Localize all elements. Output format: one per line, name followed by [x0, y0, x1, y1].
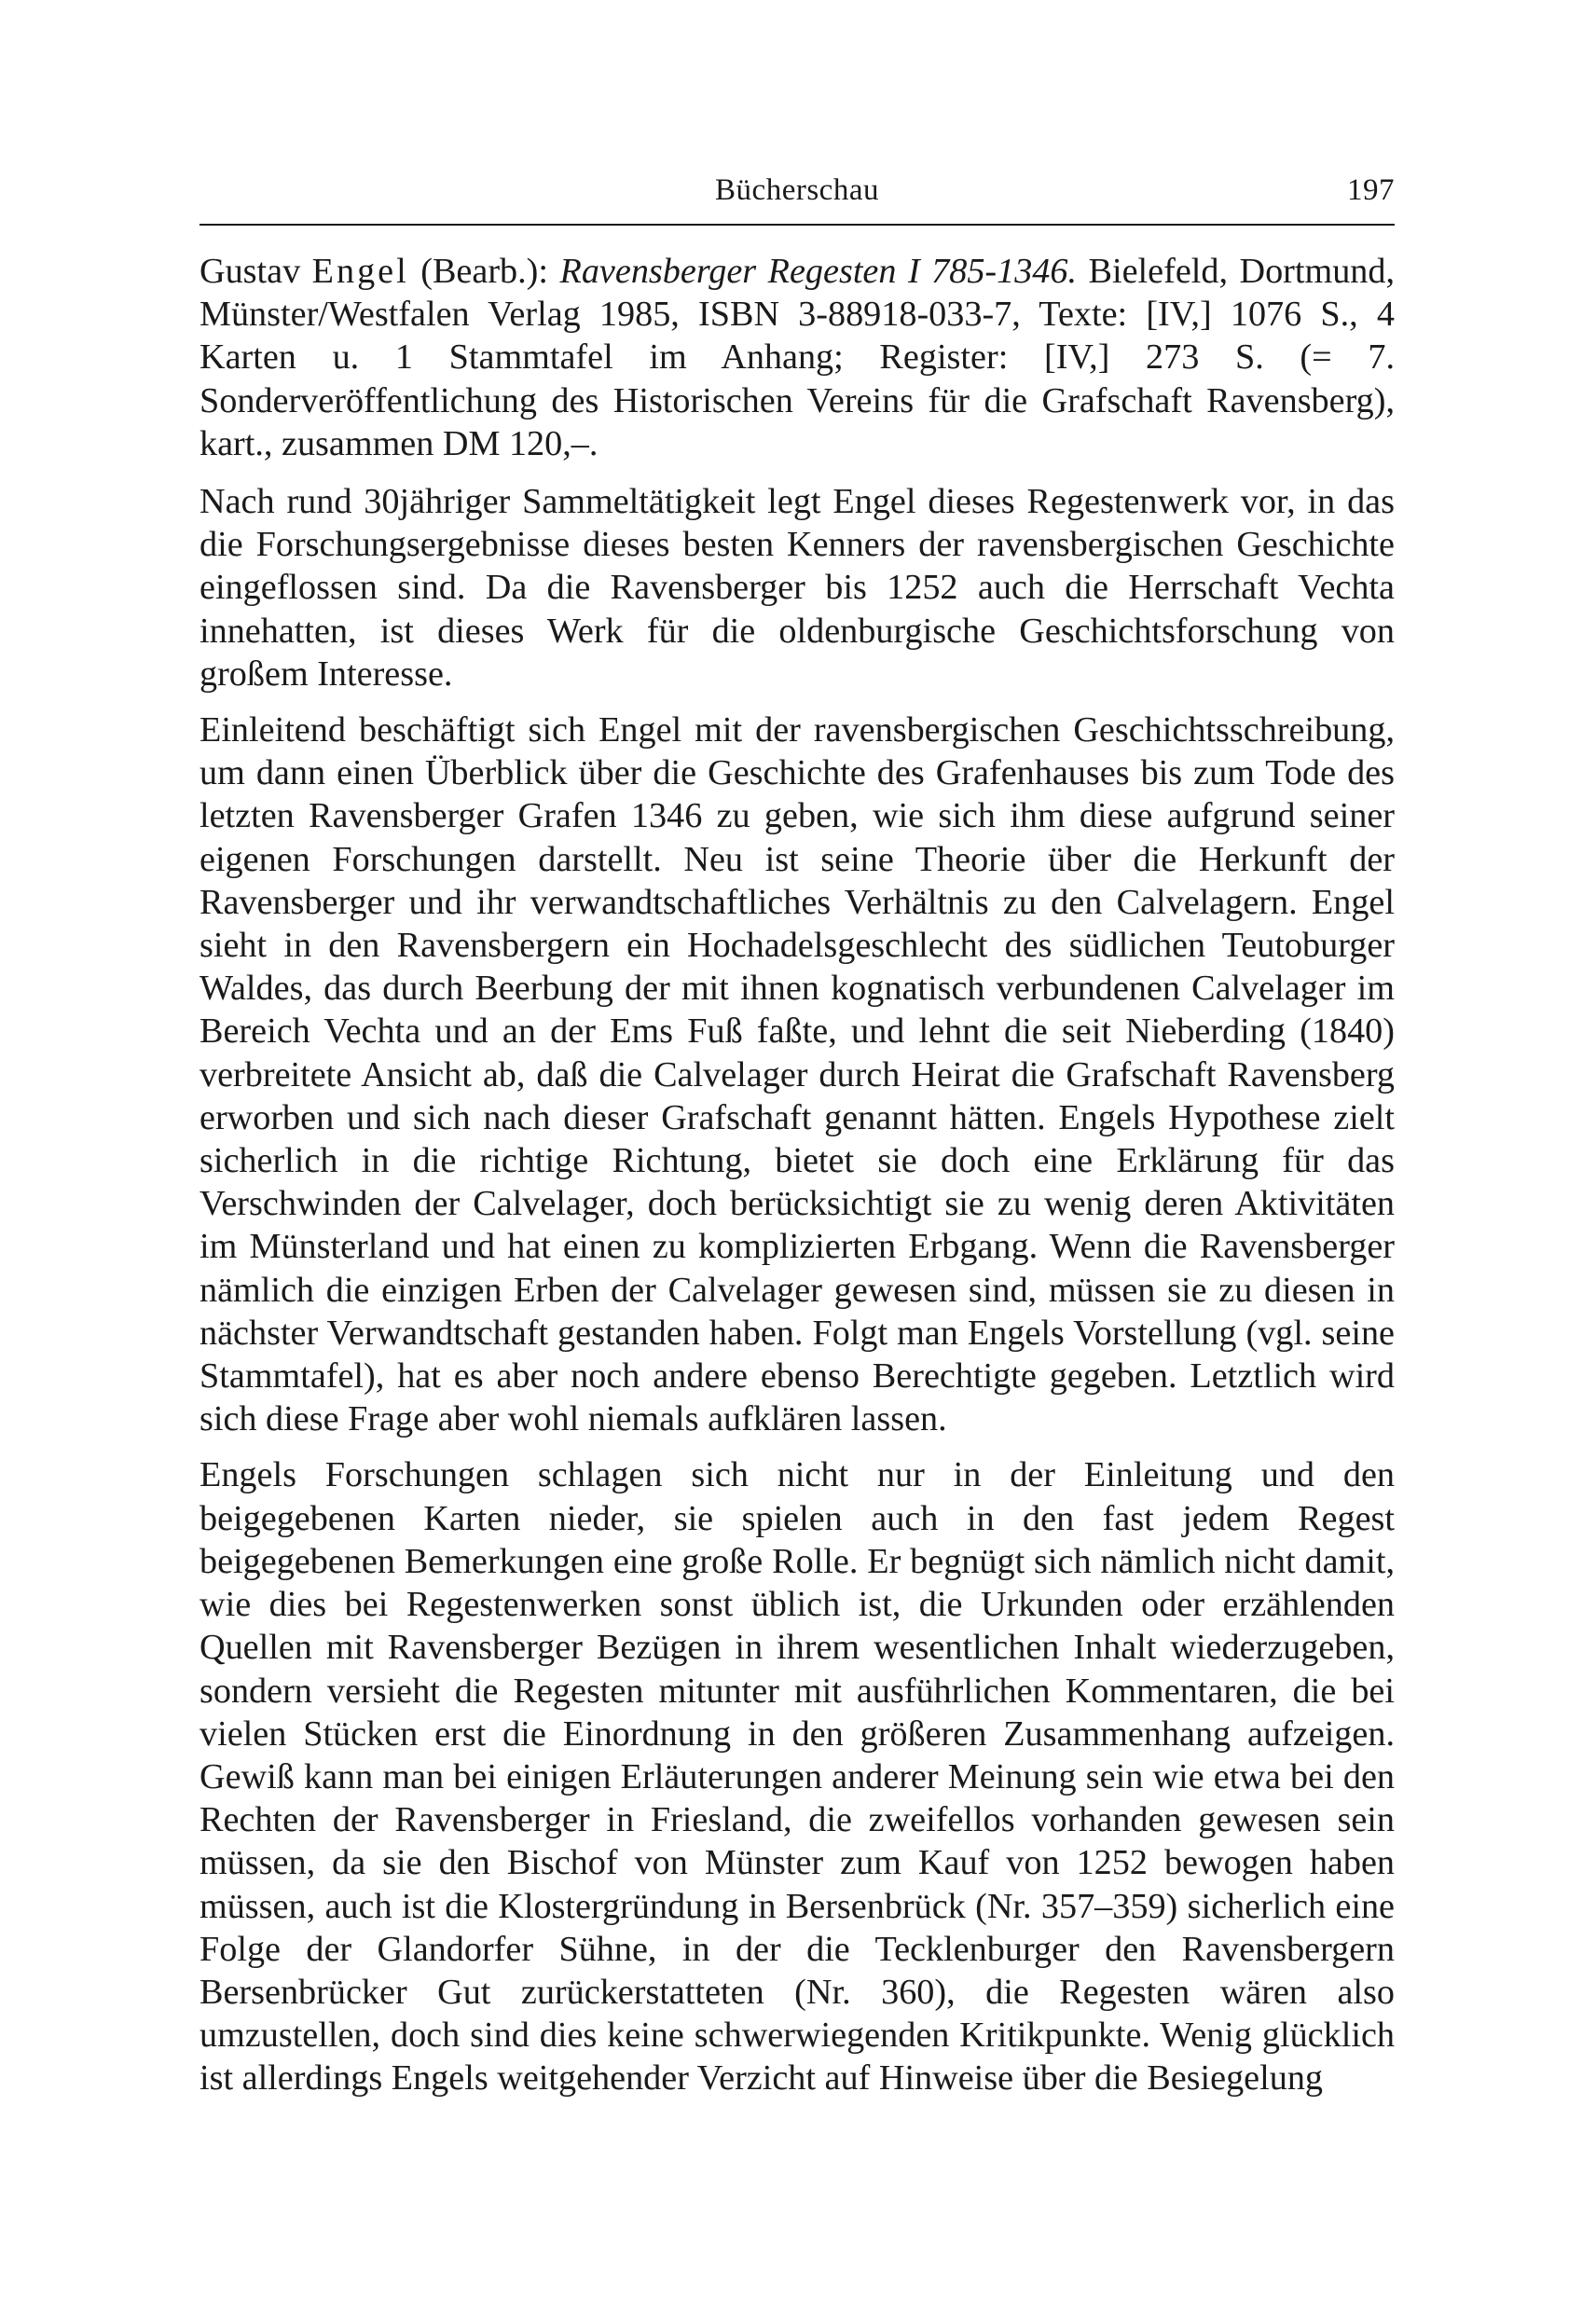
paragraph-1: Nach rund 30jähriger Sammeltätigkeit legt Engel dieses Regestenwerk vor, in das die Forschungsergebnisse dieses besten Kenners der ravensbergischen Geschichte eingeflossen sind. Da die Ravensberger bis 1252 auch die Herrschaft Vechta innehatten, ist dieses Werk für die oldenburgische Geschichtsforschung von großem Interesse. [200, 482, 1395, 694]
paragraph-2: Einleitend beschäftigt sich Engel mit der ravensbergischen Geschichtsschreibung, um dann einen Überblick über die Geschichte des Grafenhauses bis zum Tode des letzten Ravensberger Grafen 1346 zu geben, wie sich ihm diese aufgrund seiner eigenen Forschungen darstellt. Neu ist seine Theorie über die Herkunft der Ravensberger und ihr verwandtschaftliches Verhältnis zu den Calvelagern. Engel sieht in den Ravensbergern ein Hochadelsgeschlecht des südlichen Teutoburger Waldes, das durch Beerbung der mit ihnen kognatisch verbundenen Calvelager im Bereich Vechta und an der Ems Fuß faßte, und lehnt die seit Nieberding (1840) verbreitete Ansicht ab, daß die Calvelager durch Heirat die Grafschaft Ravensberg erworben und sich nach dieser Grafschaft genannt hätten. Engels Hypothese zielt sicherlich in die richtige Richtung, bietet sie doch eine Erklärung für das Verschwinden der Calvelager, doch berücksichtigt sie zu wenig deren Aktivitäten im Münsterland und hat einen zu komplizierten Erbgang. Wenn die Ravensberger nämlich die einzigen Erben der Calvelager gewesen sind, müssen sie zu diesen in nächster Verwandtschaft gestanden haben. Folgt man Engels Vorstellung (vgl. seine Stammtafel), hat es aber noch andere ebenso Berechtigte gegeben. Letztlich wird sich diese Frage aber wohl niemals aufklären lassen. [200, 710, 1395, 1439]
bibliographic-entry [200, 250, 1395, 465]
running-head-title: Bücherschau [715, 173, 879, 207]
book-title: Ravensberger Regesten I 785-1346. [559, 252, 1078, 291]
page-number: 197 [1347, 173, 1395, 207]
editor-note: (Bearb.): [420, 252, 549, 291]
page [200, 173, 1395, 2113]
author-last-name: Engel [311, 252, 409, 291]
publication-details: Bielefeld, Dortmund, Münster/Westfalen Verlag 1985, ISBN 3-88918-033-7, Texte: [IV,] 1076 S., 4 Karten u. 1 Stammtafel im Anhang; Register: [IV,] 273 S. (= 7. Sonderveröffentlichung des Historischen Vereins für die Grafschaft Ravensberg), kart., zusammen DM 120,–. [200, 252, 1396, 463]
running-head [200, 173, 1395, 214]
paragraph-3: Engels Forschungen schlagen sich nicht nur in der Einleitung und den beigegebenen Karten nieder, sie spielen auch in den fast jedem Regest beigegebenen Bemerkungen eine große Rolle. Er begnügt sich nämlich nicht damit, wie dies bei Regestenwerken sonst üblich ist, die Urkunden oder erzählenden Quellen mit Ravensberger Bezügen in ihrem wesentlichen Inhalt wiederzugeben, sondern versieht die Regesten mitunter mit ausführlichen Kommentaren, die bei vielen Stücken erst die Einordnung in den größeren Zusammenhang aufzeigen. Gewiß kann man bei einigen Erläuterungen anderer Meinung sein wie etwa bei den Rechten der Ravensberger in Friesland, die zweifellos vorhanden gewesen sein müssen, da sie den Bischof von Münster zum Kauf von 1252 bewogen haben müssen, auch ist die Klostergründung in Bersenbrück (Nr. 357–359) sicherlich eine Folge der Glandorfer Sühne, in der die Tecklenburger den Ravensbergern Bersenbrücker Gut zurückerstatteten (Nr. 360), die Regesten wären also umzustellen, doch sind dies keine schwerwiegenden Kritikpunkte. Wenig glücklich ist allerdings Engels weitgehender Verzicht auf Hinweise über die Besiegelung [200, 1455, 1395, 2099]
header-rule [200, 224, 1395, 226]
author-first-name: Gustav [200, 252, 301, 291]
review-body [200, 250, 1395, 2100]
